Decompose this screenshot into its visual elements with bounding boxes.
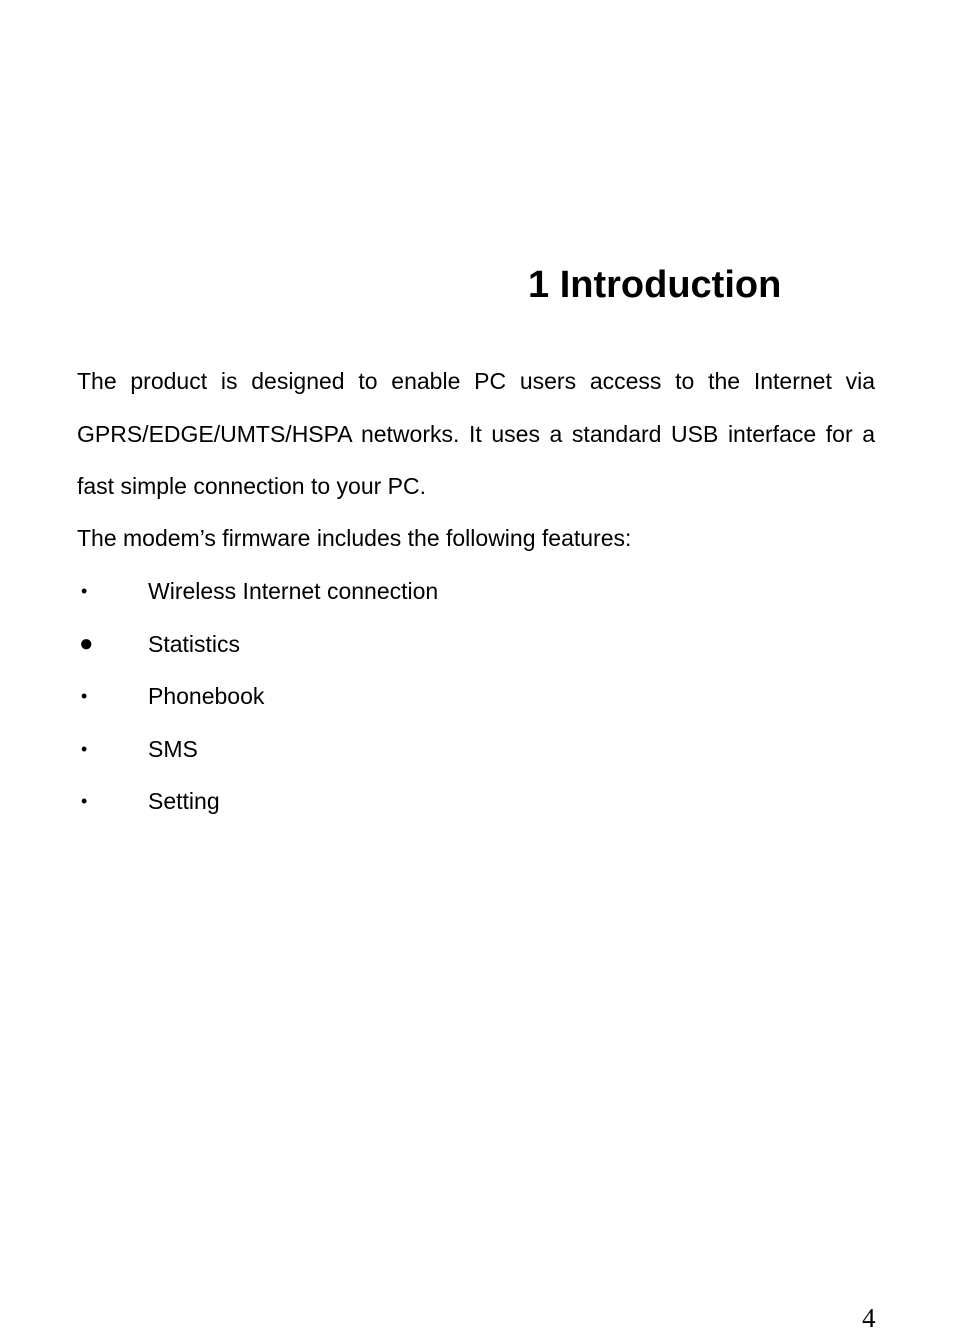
feature-label: Phonebook [148, 683, 265, 709]
bullet-icon: • [81, 791, 88, 811]
bullet-icon: ● [79, 629, 94, 657]
bullet-icon: • [81, 686, 88, 706]
bullet-icon: • [81, 581, 88, 601]
chapter-title: 1 Introduction [528, 264, 782, 306]
intro-paragraph: The product is designed to enable PC users access to the Internet via GPRS/EDGE/UMTS/HSPA networks. It uses a standard USB interface for a fast simple connection to your PC. [77, 368, 875, 499]
features-intro: The modem’s firmware includes the following features: [77, 525, 632, 551]
feature-label: Setting [148, 788, 220, 814]
feature-label: SMS [148, 735, 198, 762]
feature-label: Wireless Internet connection [148, 578, 439, 604]
feature-label: Statistics [148, 630, 241, 657]
bullet-icon: • [81, 738, 88, 759]
page-number: 4 [862, 1303, 876, 1333]
